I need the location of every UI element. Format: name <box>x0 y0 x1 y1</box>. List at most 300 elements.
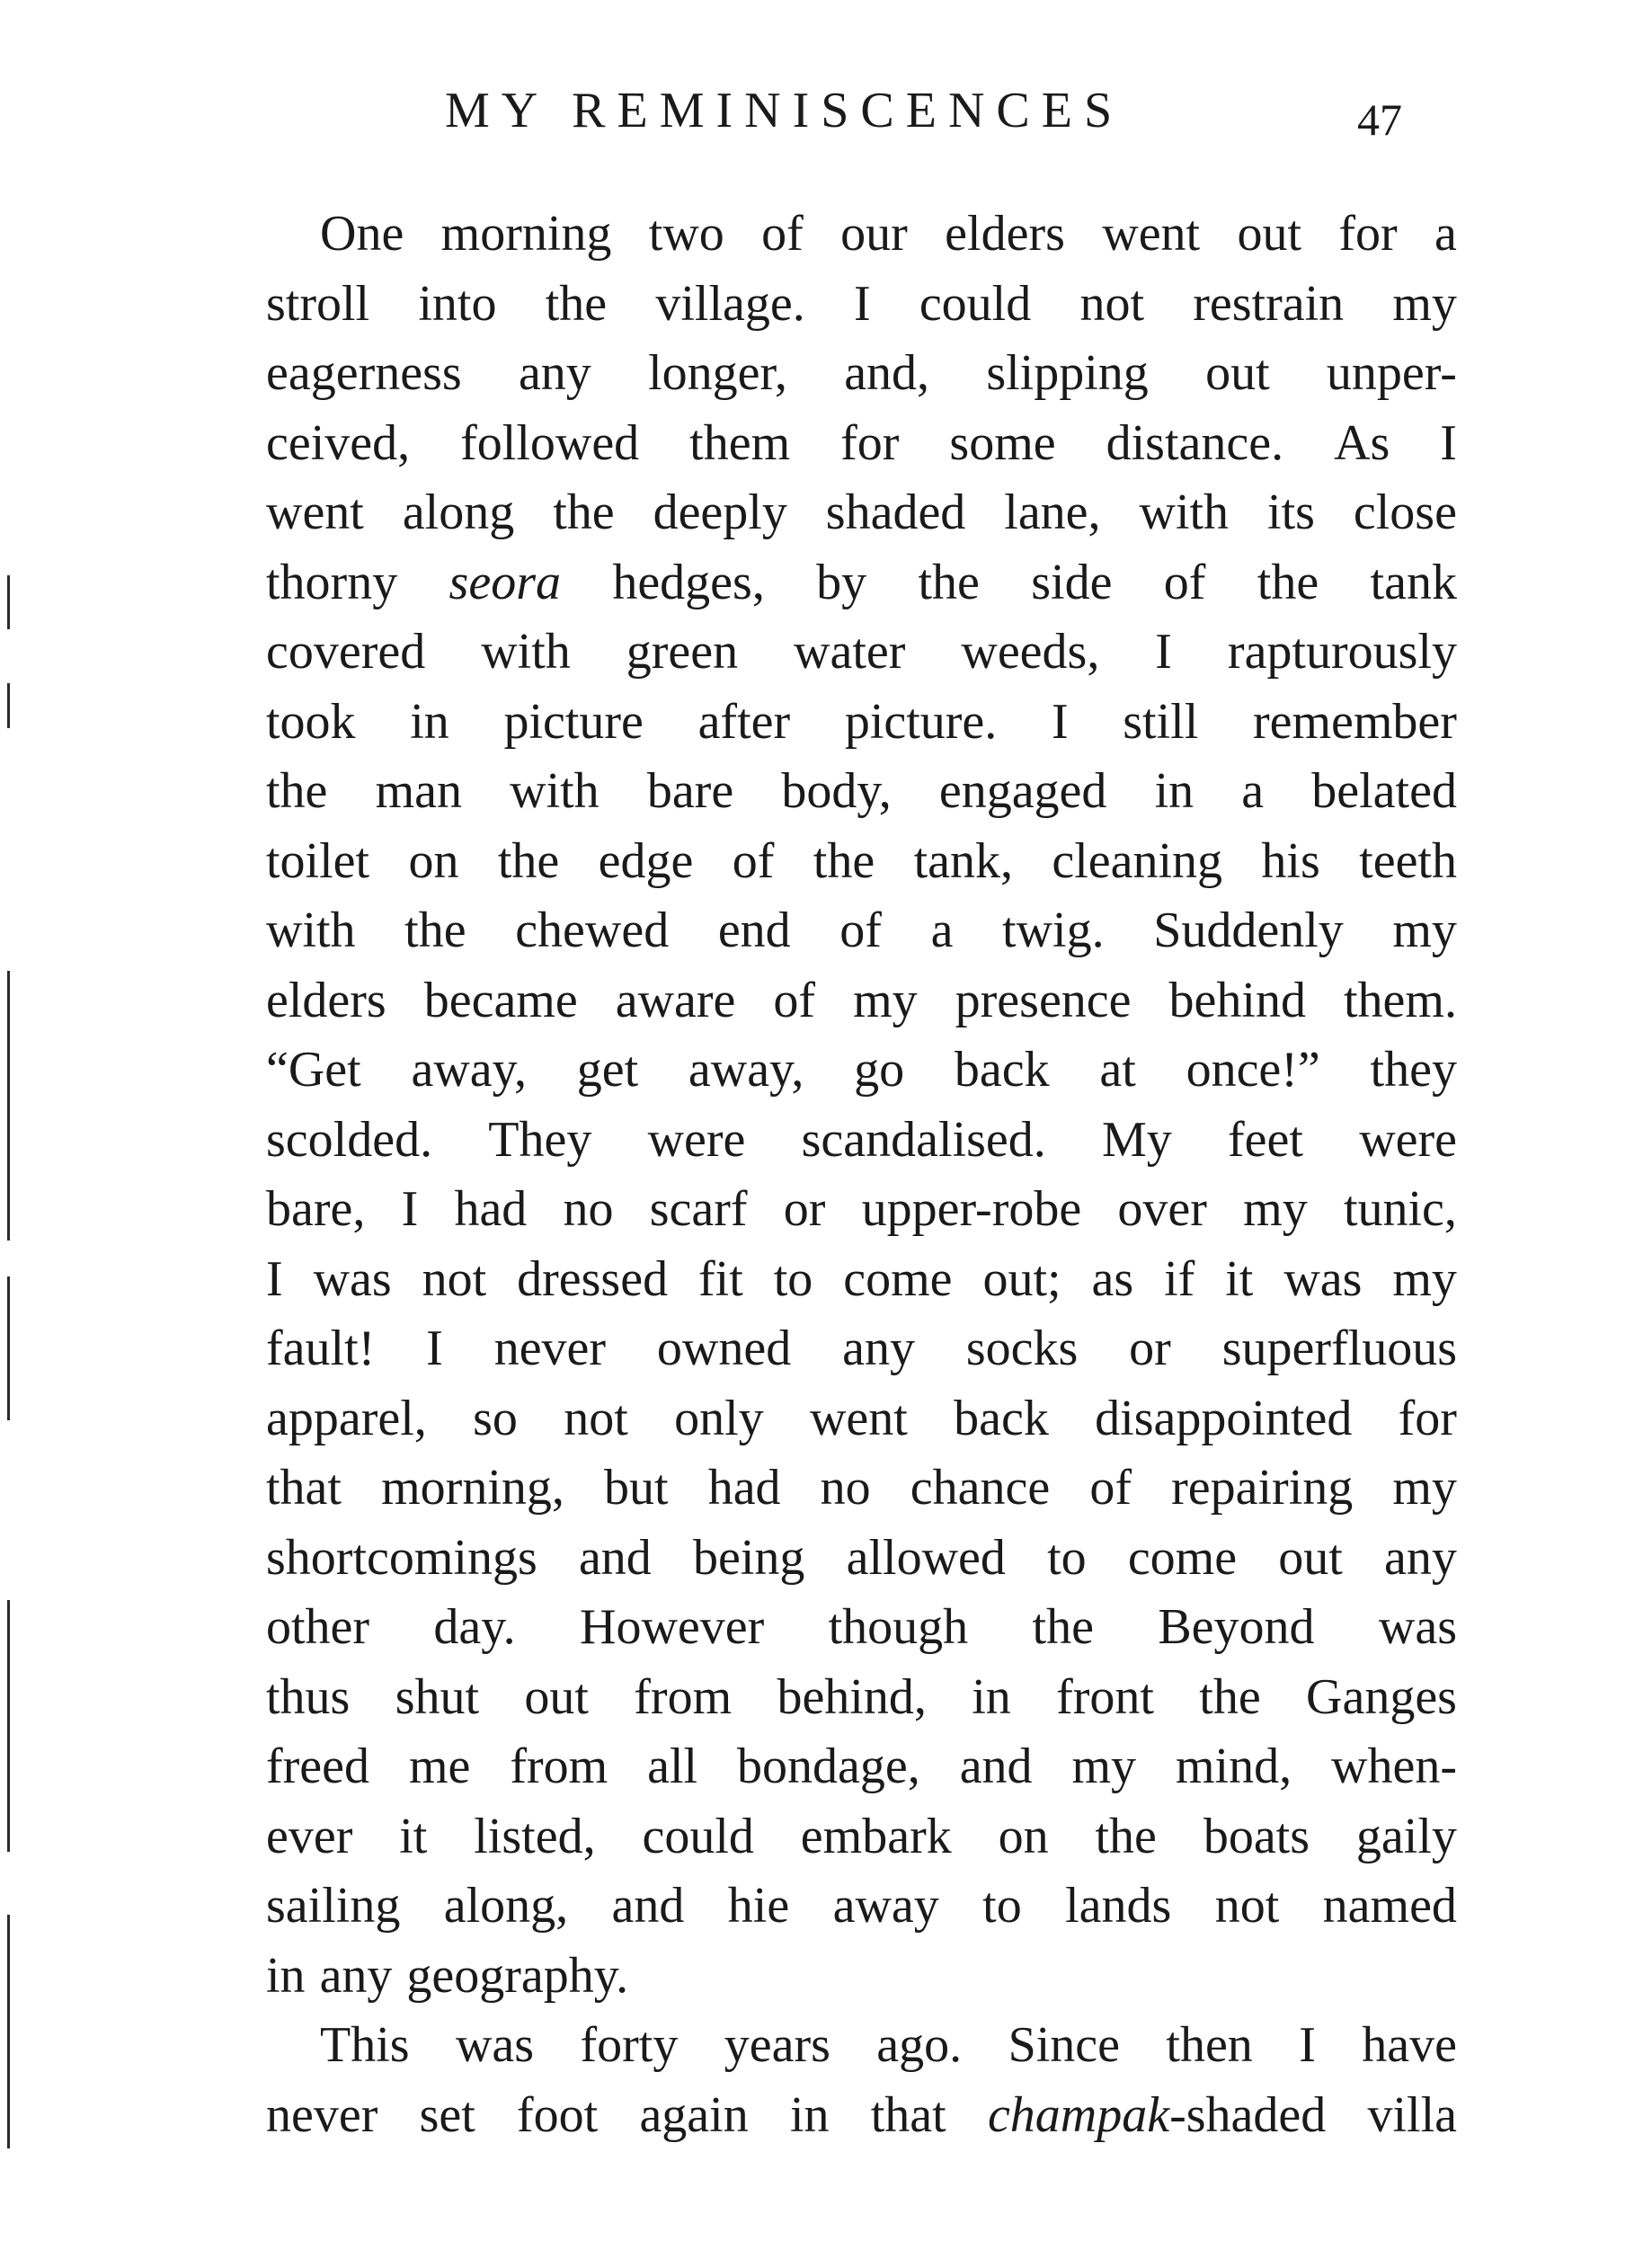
body-text <box>266 200 1457 2150</box>
word-group <box>1193 270 1344 340</box>
word: the <box>813 832 875 889</box>
word: out <box>1278 1529 1343 1586</box>
word: They <box>488 1111 592 1168</box>
word-group <box>409 1732 470 1802</box>
word: lane, <box>1004 485 1101 540</box>
word: for <box>1338 206 1398 262</box>
word: covered <box>266 624 426 680</box>
word: ceived, <box>266 414 411 471</box>
word: ever <box>266 1808 353 1864</box>
word: lands <box>1065 1878 1172 1934</box>
word: boats <box>1203 1808 1310 1864</box>
paragraph <box>266 2011 1457 2150</box>
word: Ganges <box>1306 1668 1457 1725</box>
word: my <box>853 972 918 1028</box>
word-group <box>648 339 787 409</box>
word-group <box>1367 2081 1457 2151</box>
word: my <box>1392 1460 1457 1516</box>
word-group <box>1267 478 1315 548</box>
text-line <box>266 966 1457 1036</box>
word-group <box>1257 548 1319 618</box>
word: deeply <box>653 485 787 540</box>
word-group <box>320 200 404 270</box>
text-line <box>266 1245 1457 1315</box>
word: in <box>972 1668 1011 1725</box>
word: me <box>408 1739 471 1794</box>
word: had <box>707 1460 781 1516</box>
binding-mark <box>7 1600 10 1852</box>
word: of <box>773 972 816 1028</box>
word-group <box>1129 1314 1171 1384</box>
word-group <box>826 478 966 548</box>
word-group <box>1158 1593 1314 1663</box>
word: were <box>647 1111 746 1168</box>
binding-mark <box>7 1276 10 1420</box>
word-group <box>728 1872 789 1942</box>
word: any <box>518 345 591 401</box>
word-group <box>266 1245 283 1315</box>
word: remember <box>1252 693 1457 750</box>
word-group <box>986 339 1148 409</box>
word: thus <box>266 1668 351 1725</box>
word-group <box>266 1454 342 1524</box>
word: come <box>1127 1529 1238 1586</box>
word: they <box>1370 1042 1457 1098</box>
word: sailing <box>266 1878 401 1934</box>
word-group <box>266 409 410 479</box>
text-line <box>266 1036 1457 1106</box>
word-group <box>1164 548 1206 618</box>
word: went <box>1102 206 1201 262</box>
word: any <box>1384 1529 1457 1586</box>
word-group <box>1096 1802 1157 1872</box>
word-group <box>494 1314 606 1384</box>
word-group <box>801 1802 952 1872</box>
word-group <box>1102 200 1200 270</box>
word: became <box>423 972 578 1028</box>
text-line <box>266 409 1457 479</box>
word-group <box>718 896 791 966</box>
word-group <box>961 618 1099 688</box>
word: forty <box>580 2017 679 2073</box>
word-group <box>266 1314 375 1384</box>
word: for <box>840 414 900 471</box>
word-group <box>737 1732 920 1802</box>
word-group <box>1052 827 1222 897</box>
word-group <box>519 339 591 409</box>
word: my <box>1392 1250 1457 1307</box>
word: restrain <box>1193 275 1345 332</box>
word-group <box>1205 339 1270 409</box>
word-group <box>524 1663 589 1733</box>
word-group <box>1344 966 1457 1036</box>
word: the <box>1032 1599 1094 1655</box>
word: was <box>1283 1250 1363 1307</box>
word: village. <box>655 275 805 332</box>
word-group <box>802 1106 1046 1176</box>
word-group <box>1140 478 1230 548</box>
word: my <box>1071 1739 1137 1794</box>
word-group <box>473 1384 518 1454</box>
binding-mark <box>7 575 10 629</box>
word-group <box>854 1036 904 1106</box>
word: Suddenly <box>1153 903 1344 958</box>
word-group <box>517 1245 668 1315</box>
word-group <box>634 1663 732 1733</box>
word: our <box>840 206 908 262</box>
word-group <box>266 270 369 340</box>
word-group <box>515 896 669 966</box>
word-group <box>1323 1872 1457 1942</box>
word-group <box>761 200 804 270</box>
word: eagerness <box>266 345 462 401</box>
word-group <box>1311 757 1457 827</box>
word: was <box>1378 1599 1457 1655</box>
word-group <box>546 270 607 340</box>
word-group <box>266 339 462 409</box>
word-group <box>320 2011 410 2081</box>
word-group <box>1008 2011 1120 2081</box>
word-group <box>733 827 775 897</box>
word-group <box>1228 1106 1303 1176</box>
word: could <box>919 275 1032 332</box>
word-group <box>1228 618 1457 688</box>
word: elders <box>945 206 1065 262</box>
word: My <box>1102 1111 1172 1168</box>
word-group <box>481 618 571 688</box>
word-group <box>1243 1175 1308 1245</box>
word: have <box>1362 2017 1457 2073</box>
word: out; <box>982 1250 1061 1307</box>
word-group <box>854 270 871 340</box>
word: allowed <box>846 1529 1006 1586</box>
word-group <box>266 2081 377 2151</box>
word-group <box>639 2081 748 2151</box>
word-group <box>1371 548 1457 618</box>
word: in <box>789 2086 830 2143</box>
word: morning, <box>381 1460 564 1516</box>
word-group <box>1089 1454 1132 1524</box>
word: bondage, <box>737 1739 920 1794</box>
word: mind, <box>1175 1739 1292 1794</box>
word: superfluous <box>1221 1321 1457 1376</box>
word-group <box>960 1732 1033 1802</box>
word: at <box>1099 1042 1136 1098</box>
word: once!” <box>1186 1042 1320 1098</box>
word-group <box>266 548 397 618</box>
word: that <box>870 2086 946 2143</box>
word: body, <box>781 763 892 819</box>
word: “Get <box>266 1042 361 1098</box>
word: I <box>1299 2017 1316 2073</box>
word-group <box>1241 757 1264 827</box>
word: out <box>524 1668 589 1725</box>
word: the <box>497 832 560 889</box>
word-group <box>813 827 875 897</box>
word-group <box>408 827 458 897</box>
word-group <box>1004 478 1100 548</box>
word: from <box>510 1739 608 1794</box>
word-group <box>1169 966 1306 1036</box>
word-group <box>1099 1036 1135 1106</box>
word-group <box>441 200 612 270</box>
word-group <box>612 548 765 618</box>
word-group <box>1384 1524 1457 1594</box>
word: socks <box>965 1321 1079 1376</box>
text-line <box>266 896 1457 966</box>
word: gaily <box>1355 1808 1457 1864</box>
word: in <box>1154 763 1195 819</box>
word-group <box>955 1036 1050 1106</box>
word-group <box>821 1454 871 1524</box>
word: However <box>580 1599 765 1655</box>
text-line <box>266 827 1457 897</box>
word: apparel, <box>266 1390 427 1446</box>
word: all <box>647 1739 698 1794</box>
word-group <box>773 966 815 1036</box>
word-group <box>1237 200 1301 270</box>
word-group <box>424 966 578 1036</box>
word: distance. <box>1106 414 1284 471</box>
word: set <box>419 2086 475 2143</box>
text-line <box>266 1732 1457 1802</box>
word: never <box>493 1321 607 1376</box>
word: to <box>1047 1529 1087 1586</box>
word-group <box>862 1175 1082 1245</box>
word-group <box>655 270 804 340</box>
word: away, <box>688 1042 804 1098</box>
word: tunic, <box>1343 1181 1457 1237</box>
word: chewed <box>515 903 670 958</box>
word-group <box>1155 618 1172 688</box>
word: on <box>998 1808 1049 1864</box>
word: As <box>1334 414 1390 471</box>
word: shortcomings <box>266 1529 537 1586</box>
word: engaged <box>938 763 1107 819</box>
word: some <box>949 414 1056 471</box>
word: -shaded <box>1169 2086 1327 2143</box>
word: then <box>1166 2017 1253 2073</box>
word-group <box>1186 1036 1320 1106</box>
word: twig. <box>1002 903 1105 958</box>
word: a <box>1241 763 1265 819</box>
text-line <box>266 1524 1457 1594</box>
word-group <box>972 1663 1011 1733</box>
word-group <box>1306 1663 1457 1733</box>
word-group <box>580 2011 678 2081</box>
word: I <box>1440 414 1457 471</box>
word-group <box>626 618 738 688</box>
word-group <box>1225 1245 1253 1315</box>
word-group <box>647 757 733 827</box>
word: could <box>642 1808 754 1864</box>
word: the <box>266 763 328 819</box>
word-group <box>503 688 643 758</box>
binding-mark <box>7 1915 10 2148</box>
word-group <box>410 688 449 758</box>
word: behind <box>1168 972 1306 1028</box>
word: shut <box>395 1668 480 1725</box>
word-group <box>688 1036 804 1106</box>
word: out <box>1237 206 1302 262</box>
word: on <box>408 832 459 889</box>
word-group <box>774 1245 813 1315</box>
page-number: 47 <box>1357 94 1402 145</box>
word-group <box>577 1036 638 1106</box>
word: man <box>375 763 462 819</box>
word-group <box>844 339 929 409</box>
word: One <box>320 206 404 262</box>
word: end <box>717 903 791 958</box>
word: my <box>1243 1181 1308 1237</box>
word-group <box>266 827 369 897</box>
word-group <box>510 757 600 827</box>
word-group <box>931 896 954 966</box>
word-group <box>674 1384 764 1454</box>
word: get <box>576 1042 639 1098</box>
word-group <box>1065 1872 1171 1942</box>
word-group <box>266 1732 369 1802</box>
word: repairing <box>1171 1460 1354 1516</box>
word-group <box>1392 1454 1457 1524</box>
word-group <box>517 2081 598 2151</box>
text-line <box>266 1593 1457 1663</box>
word: listed, <box>474 1808 596 1864</box>
word: a <box>930 903 954 958</box>
word-group <box>510 1732 608 1802</box>
word-group <box>1362 2011 1457 2081</box>
word-group <box>399 1802 427 1872</box>
word: close <box>1353 485 1457 540</box>
word: feet <box>1228 1111 1303 1168</box>
word: with <box>266 903 356 958</box>
word-group <box>724 2011 830 2081</box>
text-line <box>266 1872 1457 1942</box>
word-group <box>266 1175 365 1245</box>
word-group <box>966 1314 1078 1384</box>
word-group <box>1283 1245 1362 1315</box>
word: had <box>454 1181 528 1237</box>
word-group <box>488 1106 591 1176</box>
text-line <box>266 1314 1457 1384</box>
word: its <box>1267 485 1315 540</box>
word-group <box>426 1314 443 1384</box>
text-line <box>266 2011 1457 2081</box>
word: hie <box>727 1878 790 1934</box>
word-group <box>1031 548 1112 618</box>
word: never <box>266 2086 378 2143</box>
word: over <box>1117 1181 1207 1237</box>
word-group <box>406 1942 628 2012</box>
word: stroll <box>266 275 370 332</box>
word: green <box>626 624 739 680</box>
word: ago. <box>876 2017 963 2073</box>
word: still <box>1123 693 1199 750</box>
word-group <box>840 200 908 270</box>
word: into <box>418 275 497 332</box>
word-group <box>422 1245 487 1315</box>
word-group <box>784 1175 826 1245</box>
word-group <box>564 1175 614 1245</box>
word: edge <box>598 832 694 889</box>
word-group <box>1331 1732 1457 1802</box>
word-group <box>564 1384 628 1454</box>
word: named <box>1322 1878 1457 1934</box>
word: with <box>510 763 600 819</box>
word: but <box>604 1460 669 1516</box>
word: any <box>842 1321 915 1376</box>
text-line <box>266 688 1457 758</box>
word: in <box>266 1947 306 2004</box>
text-line <box>266 548 1457 618</box>
word-group <box>402 1175 419 1245</box>
word: I <box>1155 624 1172 680</box>
word-group <box>404 896 466 966</box>
word: foot <box>517 2086 599 2143</box>
word: or <box>783 1181 826 1237</box>
word-group <box>1056 1663 1154 1733</box>
word-group <box>1278 1524 1343 1594</box>
word: of <box>1163 554 1206 610</box>
word-group <box>1379 1593 1457 1663</box>
running-title: MY REMINISCENCES <box>445 83 1124 138</box>
word-group <box>266 1663 350 1733</box>
word: bare <box>646 763 734 819</box>
word: tank, <box>913 832 1013 889</box>
word: water <box>794 624 906 680</box>
word-group <box>693 1524 804 1594</box>
word: though <box>828 1599 969 1655</box>
word: side <box>1031 554 1113 610</box>
word: went <box>809 1390 908 1446</box>
word: toilet <box>266 832 370 889</box>
word: other <box>266 1599 370 1655</box>
word-group <box>433 1593 515 1663</box>
word-group <box>1261 827 1319 897</box>
word-group <box>580 1593 764 1663</box>
word: the <box>1199 1668 1261 1725</box>
word-group <box>657 1314 791 1384</box>
word-group <box>498 827 559 897</box>
word-group <box>833 1872 939 1942</box>
text-line <box>266 618 1457 688</box>
word-group <box>320 1942 393 2012</box>
word-group <box>616 966 736 1036</box>
word: weeds, <box>961 624 1100 680</box>
word: years <box>724 2017 830 2073</box>
word-group <box>266 1872 400 1942</box>
word-group <box>954 1384 1049 1454</box>
word: was <box>455 2017 535 2073</box>
word-group <box>1153 896 1344 966</box>
word-group <box>698 1245 743 1315</box>
word-group <box>698 688 791 758</box>
word: and <box>959 1739 1033 1794</box>
word: if <box>1164 1250 1195 1307</box>
word: fault! <box>266 1321 376 1376</box>
word: along, <box>443 1878 569 1934</box>
word: tank <box>1370 554 1457 610</box>
word-group <box>395 1663 479 1733</box>
word-group <box>579 1524 652 1594</box>
word-group <box>1399 1384 1457 1454</box>
word: slipping <box>986 345 1149 401</box>
word: from <box>634 1668 733 1725</box>
word-group <box>314 1245 392 1315</box>
word-group <box>845 688 997 758</box>
word: geography. <box>406 1947 629 2004</box>
word: owned <box>656 1321 792 1376</box>
